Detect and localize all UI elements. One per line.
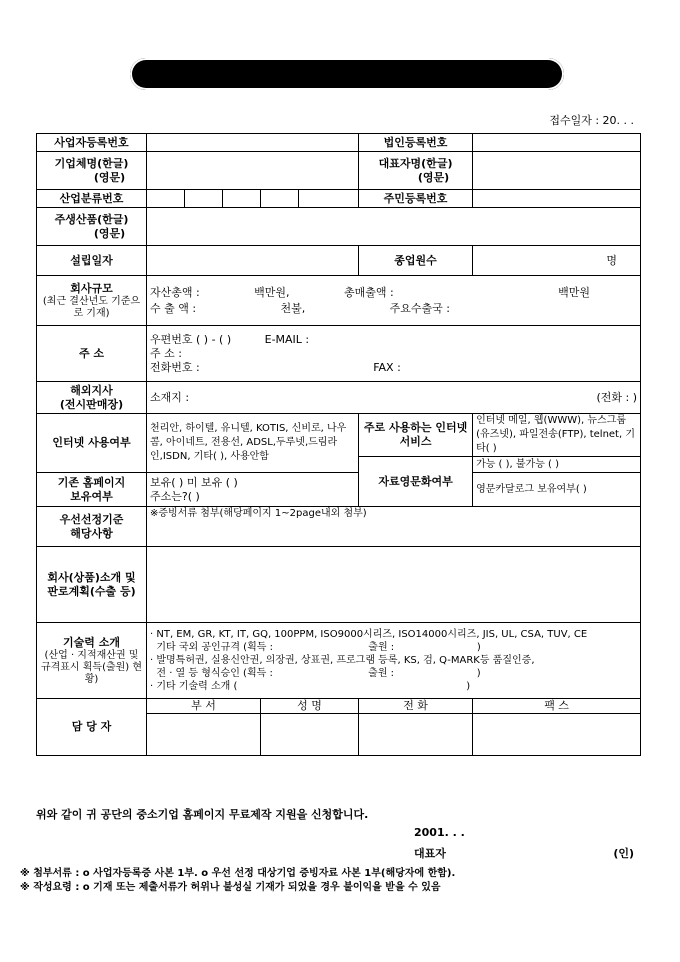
main-product-kr-label: 주생산품(한글) (54, 212, 129, 226)
company-size-field[interactable] (147, 276, 641, 326)
ceo-name-en-label: (영문) (417, 170, 450, 184)
contact-person-label: 담 당 자 (37, 699, 147, 756)
ceo-name-kr-label: 대표자명(한글) (378, 156, 453, 170)
ceo-label: 대표자 (414, 847, 446, 860)
resident-no-field[interactable] (473, 190, 641, 208)
tech-intro-label (37, 623, 147, 699)
company-intro-sub: 판로계획(수출 등) (47, 584, 136, 598)
biz-reg-no-field[interactable] (147, 134, 359, 152)
ceo-sign-line (414, 845, 634, 861)
priority-label (37, 507, 147, 547)
main-product-field[interactable] (147, 208, 641, 246)
internet-services[interactable]: 인터넷 메일, 웹(WWW), 뉴스그룹(유즈넷), 파일전송(FTP), telnet, 기타( ) (473, 414, 641, 457)
company-intro-title: 회사(상품)소개 및 (47, 570, 136, 584)
company-name-field[interactable] (147, 152, 359, 190)
total-sales-label: 총매출액 : (343, 285, 394, 299)
company-size-label (37, 276, 147, 326)
tech-line-1: · NT, EM, GR, KT, IT, GQ, 100PPM, ISO9000시리즈, ISO14000시리즈, JIS, UL, CSA, TUV, CE (150, 629, 588, 640)
overseas-branch-title: 해외지사 (70, 383, 113, 397)
application-form (36, 133, 641, 756)
overseas-phone-label: (전화 : ) (596, 390, 638, 404)
homepage-address: 주소는?( ) (150, 489, 200, 503)
col-name: 성 명 (261, 699, 359, 714)
col-fax: 팩 스 (473, 699, 641, 714)
address-line-label: 주 소 : (150, 346, 182, 360)
tech-intro-title: 기술력 소개 (63, 635, 120, 649)
homepage-own: 보유( ) 미 보유 ( ) (150, 475, 238, 489)
company-intro-label (37, 547, 147, 623)
company-size-title: 회사규모 (70, 281, 113, 295)
contact-dept-field[interactable] (147, 714, 261, 756)
attachments-note: ※ 첨부서류 : o 사업자등록증 사본 1부. o 우선 선정 대상기업 증빙자료 사본 1부(해당자에 한함). (20, 868, 456, 879)
company-name-label (37, 152, 147, 190)
main-export-country-label: 주요수출국 : (389, 301, 450, 315)
founding-date-label: 설립일자 (37, 246, 147, 276)
main-product-en-label: (영문) (93, 226, 126, 240)
overseas-branch-field[interactable] (147, 382, 641, 414)
employees-unit: 명 (606, 253, 618, 267)
overseas-branch-sub: (전시판매장) (59, 397, 124, 411)
main-product-label (37, 208, 147, 246)
company-intro-field[interactable] (147, 547, 641, 623)
ceo-name-field[interactable] (473, 152, 641, 190)
tech-intro-sub: (산업 · 지적재산권 및 규격표시 획득(출원) 현황) (40, 649, 143, 685)
employees-field[interactable] (473, 246, 641, 276)
ceo-name-label (359, 152, 473, 190)
existing-homepage-title: 기존 홈페이지 (57, 475, 126, 489)
industry-code-box-2[interactable] (185, 190, 223, 208)
application-date: 2001. . . (414, 826, 465, 839)
english-catalog[interactable]: 영문카달로그 보유여부( ) (473, 473, 641, 507)
export-amount-label: 수 출 액 : (150, 301, 197, 315)
application-statement: 위와 같이 귀 공단의 중소기업 홈페이지 무료제작 지원을 신청합니다. (36, 808, 369, 821)
biz-reg-no-label: 사업자등록번호 (37, 134, 147, 152)
tech-line-3: · 발명특허권, 실용신안권, 의장권, 상표권, 프로그램 등록, KS, 검, Q-MARK등 품질인증, (150, 655, 535, 666)
internet-usage-label: 인터넷 사용여부 (37, 414, 147, 473)
company-name-en-label: (영문) (93, 170, 126, 184)
resident-no-label: 주민등록번호 (359, 190, 473, 208)
contact-phone-field[interactable] (359, 714, 473, 756)
location-label: 소재지 : (150, 390, 190, 404)
guideline-note: ※ 작성요령 : o 기재 또는 제출서류가 허위나 불성실 기재가 되었을 경우 불이익을 받을 수 있음 (20, 882, 441, 893)
overseas-branch-label (37, 382, 147, 414)
tech-line-4: 전 · 열 등 형식승인 (획득 : 출원 : ) (150, 668, 481, 679)
employees-label: 종업원수 (359, 246, 473, 276)
priority-title: 우선선정기준 (59, 512, 124, 526)
fax-label: FAX : (373, 360, 401, 374)
industry-code-box-3[interactable] (223, 190, 261, 208)
main-internet-service-label: 주로 사용하는 인터넷 서비스 (359, 414, 473, 457)
total-assets-unit: 백만원, (254, 285, 290, 299)
tech-intro-field[interactable] (147, 623, 641, 699)
col-phone: 전 화 (359, 699, 473, 714)
address-field[interactable] (147, 326, 641, 382)
existing-homepage-label (37, 473, 147, 507)
existing-homepage-sub: 보유여부 (70, 489, 113, 503)
industry-code-box-5[interactable] (299, 190, 359, 208)
tech-line-5: · 기타 기술력 소개 ( ) (150, 681, 471, 692)
availability[interactable]: 가능 ( ), 불가능 ( ) (473, 457, 641, 473)
receipt-date: 접수일자 : 20. . . (549, 114, 634, 127)
contact-name-field[interactable] (261, 714, 359, 756)
postal-code-label: 우편번호 ( ) - ( ) (150, 332, 232, 346)
company-name-kr-label: 기업체명(한글) (54, 156, 129, 170)
existing-homepage-field[interactable] (147, 473, 359, 507)
contact-fax-field[interactable] (473, 714, 641, 756)
total-assets-label: 자산총액 : (150, 285, 200, 299)
priority-sub: 해당사항 (70, 526, 113, 540)
industry-code-box-1[interactable] (147, 190, 185, 208)
col-dept: 부 서 (147, 699, 261, 714)
data-english-label: 자료영문화여부 (359, 457, 473, 507)
address-label: 주 소 (37, 326, 147, 382)
founding-date-field[interactable] (147, 246, 359, 276)
email-label: E-MAIL : (264, 332, 310, 346)
industry-code-box-4[interactable] (261, 190, 299, 208)
industry-code-label: 산업분류번호 (37, 190, 147, 208)
title-banner (130, 58, 564, 90)
company-size-note: (최근 결산년도 기준으로 기재) (42, 295, 141, 319)
corp-reg-no-label: 법인등록번호 (359, 134, 473, 152)
tech-line-2: 기타 국외 공인규격 (획득 : 출원 : ) (150, 642, 481, 653)
priority-note[interactable]: ※증빙서류 첨부(해당페이지 1~2page내외 첨부) (147, 507, 641, 547)
seal-mark: (인) (613, 847, 634, 860)
total-sales-unit: 백만원 (558, 285, 590, 299)
export-unit: 천불, (280, 301, 306, 315)
internet-options[interactable]: 천리안, 하이텔, 유니텔, KOTIS, 신비로, 나우콤, 아이네트, 전용선, ADSL,두루넷,드림라인,ISDN, 기타( ), 사용안함 (147, 414, 359, 473)
phone-label: 전화번호 : (150, 360, 200, 374)
corp-reg-no-field[interactable] (473, 134, 641, 152)
